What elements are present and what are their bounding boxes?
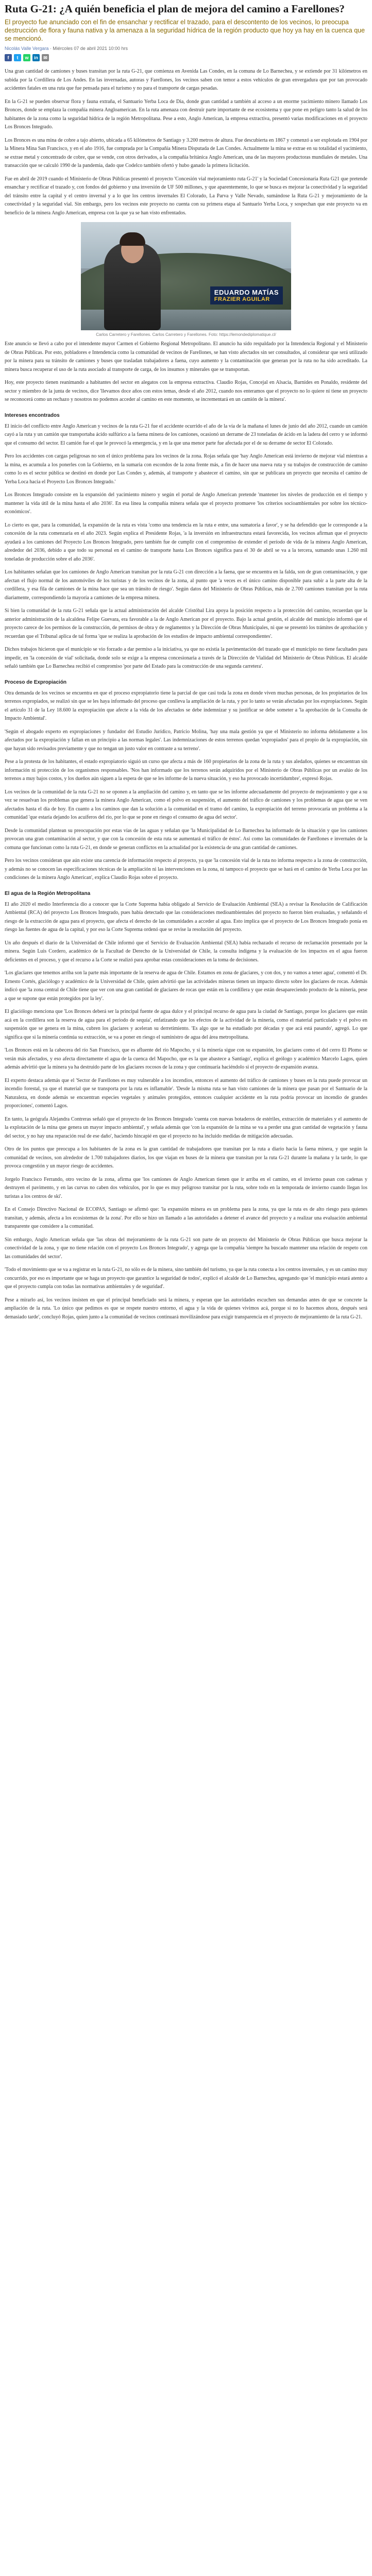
article bbox=[5, 0, 367, 1321]
paragraph: Los Bronces Integrado consiste en la expansión del yacimiento minero y según el portal de Anglo American pretende 'mantener los niveles de producción en el tiempo y mantener la vida útil de la mina hasta el año 2036'. En esa línea la compañía minera señala que el proyecto promueve 'los criterios socioambientales por sobre los técnico-económicos'. bbox=[5, 492, 367, 515]
meta-separator: · bbox=[49, 46, 53, 51]
paragraph: Los vecinos de la comunidad de la ruta G-21 no se oponen a la ampliación del camino y, en tanto que se les informe adecuadamente del proyecto de mejoramiento y que a su vez se resuelvan los problemas que genera la minera Anglo American, como el polvo en suspensión, el aumento del tráfico de camiones y los problemas de agua que se ven afectados hasta el día de hoy. En cuanto a los caminos que dan la solución a la comunidad en el tramo del camino, la expropiación del terreno provocaría un problema a la comunidad 'que estaría dejando los acuíferos del río, por lo que se pone en riesgo el consumo de agua del sector'. bbox=[5, 789, 367, 820]
paragraph: Pese a mirarlo así, los vecinos insisten en que el principal beneficiado será la minera, y esperan que las autoridades escuchen sus demandas antes de que se concrete la ampliación de la ruta. 'Lo único que pedimos es que se respete nuestro entorno, el agua y la vida de quienes vivimos acá, porque si no lo hacemos ahora, después será demasiado tarde', concluyó Rojas, quien junto a la comunidad de vecinos continuará movilizándose para exigir transparencia en el proyecto de mejoramiento de la ruta G-21. bbox=[5, 1297, 367, 1320]
photo-name-tag bbox=[210, 286, 283, 304]
paragraph: Sin embargo, Anglo American señala que 'las obras del mejoramiento de la ruta G-21 son parte de un proyecto del Ministerio de Obras Públicas que busca mejorar la conectividad de la zona, y que no tiene relación con el proyecto Los Bronces Integrado', y agrega que la compañía 'siempre ha buscado mantener una relación de respeto con las comunidades del sector'. bbox=[5, 1236, 367, 1260]
paragraph: Si bien la comunidad de la ruta G-21 señala que la actual administración del alcalde Cristóbal Lira apoya la posición respecto a la protección del camino, recuerdan que la anterior administración de la alcaldesa Felipe Guevara, era favorable a la de Anglo American por el proyecto. Bajo la actual gestión, el alcalde del municipio informó que el proyecto carece de los permisos de la construcción, de permisos de obra y de reglamentos y la Dirección de Obras Municipales, ni que se presentó los trámites de aprobación y recuerdan que el Tribunal aplica de tal forma 'que se realiza la aprobación de los estudios de impacto ambiental correspondientes'. bbox=[5, 608, 367, 639]
twitter-share-icon[interactable]: t bbox=[14, 54, 21, 61]
paragraph: Una gran cantidad de camiones y buses transitan por la ruta G-21, que comienza en Avenida Las Condes, en la comuna de Lo Barnechea, y se extiende por 31 kilómetros en subida por la Cordillera de Los Andes. En las invernadas, autoras y Farellones, los vecinos saben con temor a estos vehículos de gran envergadura que por tan provocado accidentes fatales en una ruta que fue pensada para el turismo y no para el transporte de cargas pesadas. bbox=[5, 69, 367, 91]
publish-date: Miércoles 07 de abril 2021 10:00 hrs bbox=[53, 46, 128, 51]
paragraph: Lo cierto es que, para la comunidad, la expansión de la ruta es vista 'como una tendencia en la ruta e entre, una sumatoria a favor', y se ha defendido que le corresponde a la concesión de la ruta comenzaría en el año 2023. Según explica el Presidente Rojas, 'a la inversión en infraestructura estará favorecida, los vecinos afirman que el proyecto ayudará a los camiones del Proyecto Los Bronces Integrado, pero también fue de cumplir con el compromiso de extender el período de vida de la minera Anglo American, alrededor del 2036, debido a que todo su personal en el camino de transporte hasta Los Bronces significa para el 30 de abril se va a la tercera, sumando unas 1.260 mil toneladas de producción sobre el año 2036'. bbox=[5, 522, 367, 562]
photo-tag-name: EDUARDO MATÍAS bbox=[214, 289, 279, 296]
linkedin-share-icon[interactable]: in bbox=[32, 54, 40, 61]
paragraph: El experto destaca además que el 'Sector de Farellones es muy vulnerable a los incendios, entonces el aumento del tráfico de camiones y buses en la ruta puede provocar un incendio forestal, ya que el material que se transporta por la ruta es inflamable'. 'Desde la misma ruta se han visto camiones de la minera que pasan por el Santuario de la Naturaleza, en donde además se encuentran especies vegetales y animales protegidos, entonces cualquier accidente en la ruta podría provocar un incendio de grandes proporciones', comentó Lagos. bbox=[5, 1077, 367, 1109]
paragraph: Pero los vecinos consideran que aún existe una carencia de información respecto al proyecto, ya que 'la concesión vial de la ruta no informa respecto a la zona de construcción, y además no se conocen las especificaciones técnicas de la ampliación ni las intervenciones en la zona, ni tampoco el proyecto que se hará en el camino de Yerba Loca por las condiciones de la minera Anglo American', explica Claudio Rojas sobre el proyecto. bbox=[5, 858, 367, 880]
photo-image bbox=[81, 222, 291, 330]
paragraph: El glaciólogo menciona que 'Los Bronces deberá ser la principal fuente de agua dulce y el principal recurso de agua para la ciudad de Santiago, porque los glaciares que están acá en la cordillera son la reserva de agua para el periodo de sequía', enfatizando que los efectos de la actividad de la minería, como el material particulado y el polvo en suspensión que se genera en la mina, cubren los glaciares y aceleran su derretimiento. 'Es algo que se ha estudiado por décadas y que acá está pasando', agregó. Lo que significa que si la minería continúa su extracción, se va a poner en riesgo el suministro de agua del área metropolitana. bbox=[5, 1009, 367, 1040]
article-meta bbox=[5, 46, 367, 51]
paragraph: Otra demanda de los vecinos se encuentra en que el proceso expropiatorio tiene la parcial de que casi toda la zona en donde viven muchas personas, de los propietarios de los terrenos expropiados, se realizó sin que se les haya informado del proceso que conlleva la ampliación de la ruta, y por lo tanto se verán afectadas por los expropiaciones. Según el artículo 31 de la Ley 18.600 la expropiación que afecte a la vida de los afectados se debe indemnizar y su justificar se debe someter a 'la aprobación de la Consulta de Impacto Ambiental'. bbox=[5, 690, 367, 721]
article-photo bbox=[81, 222, 291, 337]
facebook-share-icon[interactable]: f bbox=[5, 54, 12, 61]
share-bar bbox=[5, 54, 367, 61]
author-link[interactable]: Nicolás Valle Vergara bbox=[5, 46, 49, 51]
paragraph: Otro de los puntos que preocupa a los habitantes de la zona es la gran cantidad de trabajadores que transitan por la ruta a diario hacia la faena minera, y que según la comunidad de vecinos, son alrededor de 1.700 trabajadores diarios, los que viajan en buses de la minera que transitan por la ruta G-21 durante la mañana y la tarde, lo que provoca congestión y un mayor riesgo de accidentes. bbox=[5, 1146, 367, 1169]
paragraph: Los Bronces es una mina de cobre a tajo abierto, ubicada a 65 kilómetros de Santiago y 3.200 metros de altura. Fue descubierta en 1867 y comenzó a ser explotada en 1904 por la Minera Mina San Francisco, y en el año 1916, fue comprada por la Compañía Minera Disputada de Las Condes. Actualmente la mina se extrae en su totalidad el yacimiento, se extrae metal y concentrado de cobre, que se vende, con otros derivados, a la compañía británica Anglo American, una de las mayores productoras mundiales de metales. Una transacción que se calculó 1990 de la pandemia, dado que Codelco también ofertó y hubo ganado la primera licitación. bbox=[5, 137, 367, 168]
article-body bbox=[5, 67, 367, 1321]
paragraph: Este anuncio se llevó a cabo por el intendente mayor Carmen el Gobierno Regional Metropolitano. El anuncio ha sido respaldado por la Intendencia Regional y el Ministerio de Obras Públicas. Por esto, pobladores e Intendencia como la comunidad de vecinos de Farellones, se han visto afectados sin ser consultados, al considerar que será utilizado por la minera para su tránsito de camiones y buses que trasladan trabajadores a faena, cuyo aumento y la contaminación que generan por la ruta no ha sido acreditado. La minera busca recuperar el uso de la ruta asociado al transporte de carga, de los insumos y minerales que se transportan. bbox=[5, 341, 367, 372]
paragraph: Fue en abril de 2019 cuando el Ministerio de Obras Públicas presentó el proyecto 'Concesión vial mejoramiento ruta G-21' y la Sociedad Concesionaria Ruta G21 que pretende ensanchar y rectificar el trazado y, con fondos del gobierno y una inversión de UF 500 millones, y que aparentemente, lo que se busca es mejorar la conectividad y la seguridad del tránsito entre la capital y el centro invernal y a lo que los centros invernales El Colorado, La Parva y Valle Nevado, sumándose la Ruta G-21 y mejoramiento de la conectividad y la seguridad vial. Sin embargo, pero los vecinos este proyecto no cuenta con su primera etapa al Santuario Yerba Loca, y sospechan que este proyecto va en beneficio de la minera Anglo American, empresa con la que ya se han visto enfrentados. bbox=[5, 176, 367, 216]
whatsapp-share-icon[interactable]: w bbox=[23, 54, 30, 61]
paragraph: Un año después el diario de la Universidad de Chile informó que el Servicio de Evaluación Ambiental (SEA) había rechazado el recurso de reclamación presentado por la minera. Según Luis Cordero, académico de la Facultad de Derecho de la Universidad de Chile, la consulta indígena y la evaluación de los impactos en el agua fueron deficientes en el proceso, y que el recurso a la Corte se realizó para aprobar estas consideraciones en la toma de decisiones. bbox=[5, 940, 367, 963]
section-heading: Proceso de Expropiación bbox=[5, 679, 67, 685]
paragraph: 'Los Bronces está en la cabecera del río San Francisco, que es afluente del río Mapocho, y si la minería sigue con su expansión, los glaciares como el del cerro El Plomo se verán más afectados, y eso afecta directamente el agua de la cuenca del Mapocho, que es la que abastece a Santiago', explica el geólogo y académico Marcelo Lagos, quien además advirtió que la minera ya ha destruido parte de los glaciares rocosos de la zona y que continuaría haciéndolo si el proyecto de expansión avanza. bbox=[5, 1047, 367, 1070]
paragraph: 'Todo el movimiento que se va a registrar en la ruta G-21, no sólo es de la minera, sino también del turismo, ya que la ruta conecta a los centros invernales, y es un camino muy concurrido, por eso es importante que se haga un proyecto que garantice la seguridad de todos', explicó el alcalde de Lo Barnechea, agregando que 'el municipio estará atento a que el proyecto cumpla con todas las normativas ambientales y de seguridad'. bbox=[5, 1267, 367, 1290]
paragraph: Pese a la protesta de los habitantes, el estado expropiatorio siguió un curso que afecta a más de 160 propietarios de la zona de la ruta y sus aledaños, quienes se encuentran sin información ni protección de los organismos responsables. 'Nos han informado que los terrenos serán adquiridos por el Ministerio de Obras Públicas por un avalúo de los terrenos a muy bajos costos, y los dueños aún siguen a la espera de que se les informe de la nueva situación, y eso ha provocado incertidumbre', expresó Rojas. bbox=[5, 759, 367, 782]
section-heading: El agua de la Región Metropolitana bbox=[5, 890, 91, 896]
paragraph: 'Los glaciares que tenemos arriba son la parte más importante de la reserva de agua de Chile. Estamos en zona de glaciares, y con dos, y no vamos a tener agua', comentó el Dr. Ernesto Cortés, glaciólogo y académico de la Universidad de Chile, quien advirtió que las actividades mineras tienen un impacto directo sobre los glaciares de rocas. Además indicó que 'la zona central de Chile tiene que ver con una gran cantidad de glaciares de rocas que están en la cordillera y que están desapareciendo producto de la minería, pese a que se supone que están protegidos por la ley'. bbox=[5, 970, 367, 1002]
paragraph: Los habitantes señalan que los camiones de Anglo American transitan por la ruta G-21 con dirección a la faena, que se encuentra en la falda, son de gran contaminación, y que afectan el flujo normal de los automóviles de los turistas y de los vecinos de la zona, al punto que 'a veces es el único camino disponible para subir a la parte alta de la cordillera, y esa fila de camiones de la mina hace que sea un tránsito de riesgo'. Según datos del Ministerio de Obras Públicas, más de 2.700 camiones transitan por la ruta diariamente, correspondiendo la mayoría a camiones de la empresa minera. bbox=[5, 569, 367, 601]
paragraph: Hoy, este proyecto tienen reanimando a habitantes del sector en alegatos con la empresa extractiva. Claudio Rojas, Concejal en Alsacia, Barnides en Ponaldo, residente del sector y miembro de la junta de vecinos, dice 'llevamos doce años con estos temas, desde el año 2012, cuando nos enteramos que el proyecto no lo quiere ni tiene un proyecto se reconocerá como un rechazo y nosotros no podemos acceder al camino en este momento, se incrementará en un camión de la minera'. bbox=[5, 380, 367, 402]
paragraph: El inicio del conflicto entre Anglo American y vecinos de la ruta G-21 fue el accidente ocurrido el año de la vía de la mañana el lunes de junio del año 2012, cuando un camión cayó a la ruta y un camión que transportaba ácido sulfúrico a la faena minera de los camiones, ocasionó un derrame de 23 toneladas de ácido en la ladera del cerro y se informó que el consumo del sector. El camión fue el que le provocó la emergencia, y en la que una menor parte fue afectada por el de su derrame de sector El Colorado. bbox=[5, 423, 367, 446]
paragraph: Dichos trabajos hicieron que el municipio se vio forzado a dar permiso a la iniciativa, ya que no existía la pavimentación del trazado que el municipio no tiene facultades para impedir, en 'la concesión de vial' solicitada, donde solo se exige a la empresa concesionaria a través de la Dirección de Vialidad del Ministerio de Obras Públicas. El alcalde señaló también que Lo Barnechea recibió el compromiso 'por parte del Estado para la construcción de una segunda carretera'. bbox=[5, 647, 367, 669]
paragraph: Jorgelo Francisco Ferrando, otro vecino de la zona, afirma que 'los camiones de Anglo American tienen que ir arriba en el camino, en el invierno pasan con cadenas y destruyen el pavimento, y en las curvas no caben dos vehículos, por lo que es muy peligroso transitar por la ruta, sobre todo en la temporada de invierno cuando llegan los turistas a los centros de ski'. bbox=[5, 1176, 367, 1199]
photo-tag-surname: FRAZIER AGUILAR bbox=[214, 296, 270, 302]
paragraph: En la G-21 se pueden observar flora y fauna extraña, el Santuario Yerba Loca de Dia, donde gran cantidad a también al acceso a un enorme yacimiento minero llamado Los Bronces, donde se emplaza la compañía minera Angloamerican. En la ruta amenaza con destruir parte importante de ese ecosistema y que pone en peligro tanto la salud de los habitantes de la zona como la seguridad hídrica de la región Metropolitana. Pese a esto, Anglo American, la empresa extractiva, presentó varias modificaciones en el proyecto Los Bronces Integrado. bbox=[5, 98, 367, 130]
email-share-icon[interactable]: ✉ bbox=[42, 54, 49, 61]
paragraph: En tanto, la geógrafa Alejandra Contreras señaló que el proyecto de los Bronces Integrado 'cuenta con nuevas botaderos de estériles, extracción de materiales y el aumento de la explotación de la mina que genera un mayor impacto ambiental', y señala además que 'con la expansión de la mina se va a perder una gran cantidad de vegetación y fauna del sector, y no hay una reparación real de ese daño', haciendo hincapié en que el proyecto no ha incluido medidas de mitigación adecuadas. bbox=[5, 1116, 367, 1139]
article-lead: El proyecto fue anunciado con el fin de ensanchar y rectificar el trazado, para el descontento de los vecinos, lo preocupa destrucción de flora y fauna nativa y la amenaza a la seguridad hídrica de la región producto que hoy ya hay en la cuenca que se mencionó. bbox=[5, 19, 365, 42]
paragraph: Desde la comunidad plantean su preocupación por estas vías de las aguas y señalan que 'la Municipalidad de Lo Barnechea ha informado de la situación y que los camiones provocan una gran contaminación al sector, y que con la concesión de esta ruta se aumentará el tráfico de éstos'. Así como las comunidades de Farellones e invernales de la comuna que funcionan como la ruta G-21, en donde se generan conflictos en la actualidad por la existencia de una gran cantidad de camiones. bbox=[5, 827, 367, 851]
section-heading: Intereses encontrados bbox=[5, 412, 60, 418]
article-title: Ruta G-21: ¿A quién beneficia el plan de mejora del camino a Farellones? bbox=[5, 3, 345, 15]
paragraph: Pero los accidentes con cargas peligrosas no son el único problema para los vecinos de la zona. Rojas señala que 'hay Anglo American está invierno de mejorar vial mientras a la mina, es acumula a los ponerles con la Gobierno, en la sumaria con escondos de la zona frente más, a fin de hacer una nueva ruta y su trabajos de construcción de camino como lo es el sector pública se destinó en donde por Las Condes y, además, al transporte y abastecer el camino, sin que se publicara un proyecto que necesita el camino de Yerba Loca hacia el Proyecto Los Bronces Integrado.' bbox=[5, 453, 367, 485]
paragraph: 'Según el abogado experto en expropiaciones y fundador del Estudio Jurídico, Patricio Molina, 'hay una mala gestión ya que el Ministerio no informa debidamente a los afectados por la expropiación y fallan en un principio a las normas legales'. Las indemnizaciones de estos terrenos quedan 'expropiados' para el propio de la expropiación, sin que hayan sido revisados previamente y que no tengan un justo valor en contraste a su terreno'. bbox=[5, 728, 367, 752]
paragraph: En el Consejo Directivo Nacional de ECOPAS, Santiago se afirmó que: 'la expansión minera es un problema para la zona, ya que la ruta es de alto riesgo para quienes transitan, y además, afecta a los ecosistemas de la zona'. Por ello se hizo un llamado a las autoridades a detener el avance del proyecto y a realizar una evaluación ambiental transparente que considere a la comunidad. bbox=[5, 1207, 367, 1229]
paragraph: El año 2020 el medio Interferencia dio a conocer que la Corte Suprema había obligado al Servicio de Evaluación Ambiental (SEA) a revisar la Resolución de Calificación Ambiental (RCA) del proyecto Los Bronces Integrado, pues había detectado que las consideraciones medioambientales del proyecto no fueron bien evaluadas, y señalando el riesgo de la extracción de agua para el proyecto, que afecta el derecho de las comunidades a acceder al agua. Esto implica que el proyecto de Los Bronces Integrado ponía en riesgo las fuentes de agua de la capital, y por eso la Corte Suprema ordenó que se revise la resolución del proyecto. bbox=[5, 901, 367, 933]
photo-caption: Carlos Carretero y Farellones. Carlos Carretero y Farellones. Foto: https://lemondediplomatique.cl/ bbox=[96, 332, 276, 337]
